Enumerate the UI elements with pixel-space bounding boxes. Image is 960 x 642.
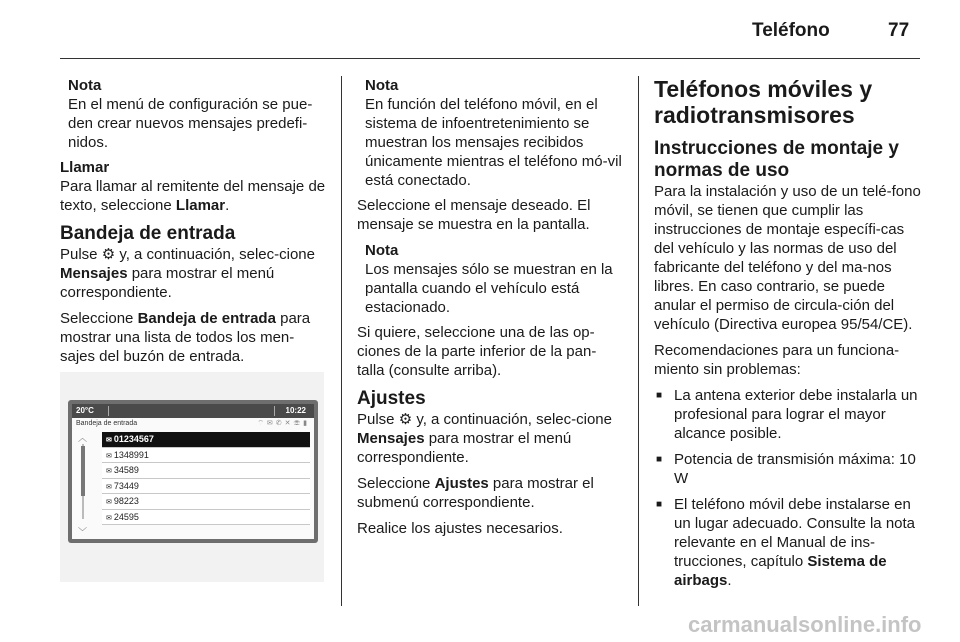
clock: 10:22 <box>285 406 306 415</box>
display <box>72 404 314 539</box>
section-heading-ajustes: Ajustes <box>357 388 426 409</box>
page-number: 77 <box>888 20 910 41</box>
envelope-icon: ✉ <box>106 468 112 475</box>
paragraph: Pulse ⚙ y, a continuación, selec-cione Mensajes para mostrar el menú correspondiente. <box>60 246 315 301</box>
envelope-icon: ✉ <box>106 437 112 444</box>
list-item[interactable]: ✉ 73449 <box>102 479 310 495</box>
handset-icon: ☏ <box>293 420 304 427</box>
note-heading: Nota <box>365 77 399 94</box>
paragraph: Pulse ⚙ y, a continuación, selec-cione Mensajes para mostrar el menú correspondiente. <box>357 411 612 466</box>
note-box <box>60 76 328 152</box>
header-rule <box>60 58 920 59</box>
chapter-heading: Teléfonos móviles y radiotransmisores <box>654 76 873 128</box>
envelope-icon: ✉ <box>106 483 112 491</box>
page-header-title: Teléfono <box>752 20 830 41</box>
column-1 <box>60 76 328 373</box>
envelope-icon: ✉ <box>266 420 276 427</box>
envelope-icon: ✉ <box>106 514 112 522</box>
bullet-icon: ■ <box>656 390 663 401</box>
temperature: 20°C <box>76 406 94 415</box>
signal-icon: ⌔ <box>257 420 267 427</box>
screen-title: Bandeja de entrada <box>76 420 138 427</box>
section-heading: Instrucciones de montaje y normas de uso <box>654 138 899 181</box>
list-item[interactable]: ✉ 01234567 <box>102 432 310 448</box>
bullet-item: ■ El teléfono móvil debe instalarse en un lugar adecuado. Consulte la nota relevante en el Manual de ins-trucciones, capítulo Sistema de airbags. <box>656 496 916 589</box>
note-text: Los mensajes sólo se muestran en la pantalla cuando el vehículo está estacionado. <box>365 261 613 316</box>
note-text: En el menú de configuración se pue-den crear nuevos mensajes predefi-nidos. <box>68 96 313 151</box>
note-heading: Nota <box>68 77 102 94</box>
section-heading-bandeja: Bandeja de entrada <box>60 223 236 244</box>
paragraph: Realice los ajustes necesarios. <box>357 520 563 537</box>
watermark: carmanualsonline.info <box>688 612 922 637</box>
divider <box>274 406 275 416</box>
paragraph: Para llamar al remitente del mensaje de texto, seleccione Llamar. <box>60 178 326 214</box>
envelope-icon: ✉ <box>106 452 112 460</box>
list-item[interactable]: ✉ 98223 <box>102 494 310 510</box>
list-item[interactable]: ✉ 34589 <box>102 463 310 479</box>
phone-icon: ✆ <box>275 420 285 427</box>
paragraph: Para la instalación y uso de un telé-fono móvil, se tienen que cumplir las instrucciones de montaje específi-cas del vehículo y las normas de uso del fabricante del teléfono y del ma-nos libres. En caso contrario, se puede anular el permiso de circula-ción del vehículo (Directiva europea 95/54/CE). <box>654 183 921 333</box>
section-heading-llamar: Llamar <box>60 159 110 176</box>
envelope-icon: ✉ <box>106 499 112 506</box>
note-box <box>357 241 622 317</box>
inbox-screenshot <box>60 372 324 582</box>
column-divider <box>341 76 342 606</box>
status-icons <box>257 419 310 428</box>
note-text: En función del teléfono móvil, en el sistema de infoentretenimiento se muestran los mensajes recibidos únicamente mientras el teléfono mó-vil está conectado. <box>365 96 622 189</box>
list-item[interactable]: ✉ 24595 <box>102 510 310 526</box>
paragraph: Recomendaciones para un funciona-miento sin problemas: <box>654 342 900 378</box>
bullet-item: ■ Potencia de transmisión máxima: 10 W <box>656 451 916 487</box>
column-3 <box>654 76 922 597</box>
bullet-item: ■ La antena exterior debe instalarla un profesional para lograr el mayor alcance posible. <box>656 387 918 442</box>
divider <box>108 406 109 416</box>
bullet-icon: ■ <box>656 499 663 510</box>
paragraph: Si quiere, seleccione una de las op-ciones de la parte inferior de la pan-talla (consulte arriba). <box>357 324 597 379</box>
status-bar <box>72 404 314 418</box>
paragraph: Seleccione Ajustes para mostrar el submenú correspondiente. <box>357 475 594 511</box>
list-item[interactable]: ✉ 1348991 <box>102 448 310 464</box>
gear-icon: ⚙ <box>398 411 413 428</box>
mute-icon: ✕ <box>284 420 294 427</box>
message-list <box>102 432 310 525</box>
gear-icon: ⚙ <box>101 246 116 263</box>
column-divider <box>638 76 639 606</box>
display-bezel <box>68 400 318 543</box>
bullet-icon: ■ <box>656 454 663 465</box>
battery-icon: ▮ <box>303 420 310 427</box>
column-2 <box>357 76 622 545</box>
note-box <box>357 76 622 190</box>
note-heading: Nota <box>365 242 399 259</box>
paragraph: Seleccione el mensaje deseado. El mensaje se muestra en la pantalla. <box>357 197 591 233</box>
paragraph: Seleccione Bandeja de entrada para mostrar una lista de todos los men-sajes del buzón de entrada. <box>60 310 311 365</box>
chevron-down-icon[interactable]: ﹀ <box>78 527 88 537</box>
scrollbar-thumb[interactable] <box>81 446 85 496</box>
chevron-up-icon[interactable]: ︿ <box>78 433 88 443</box>
